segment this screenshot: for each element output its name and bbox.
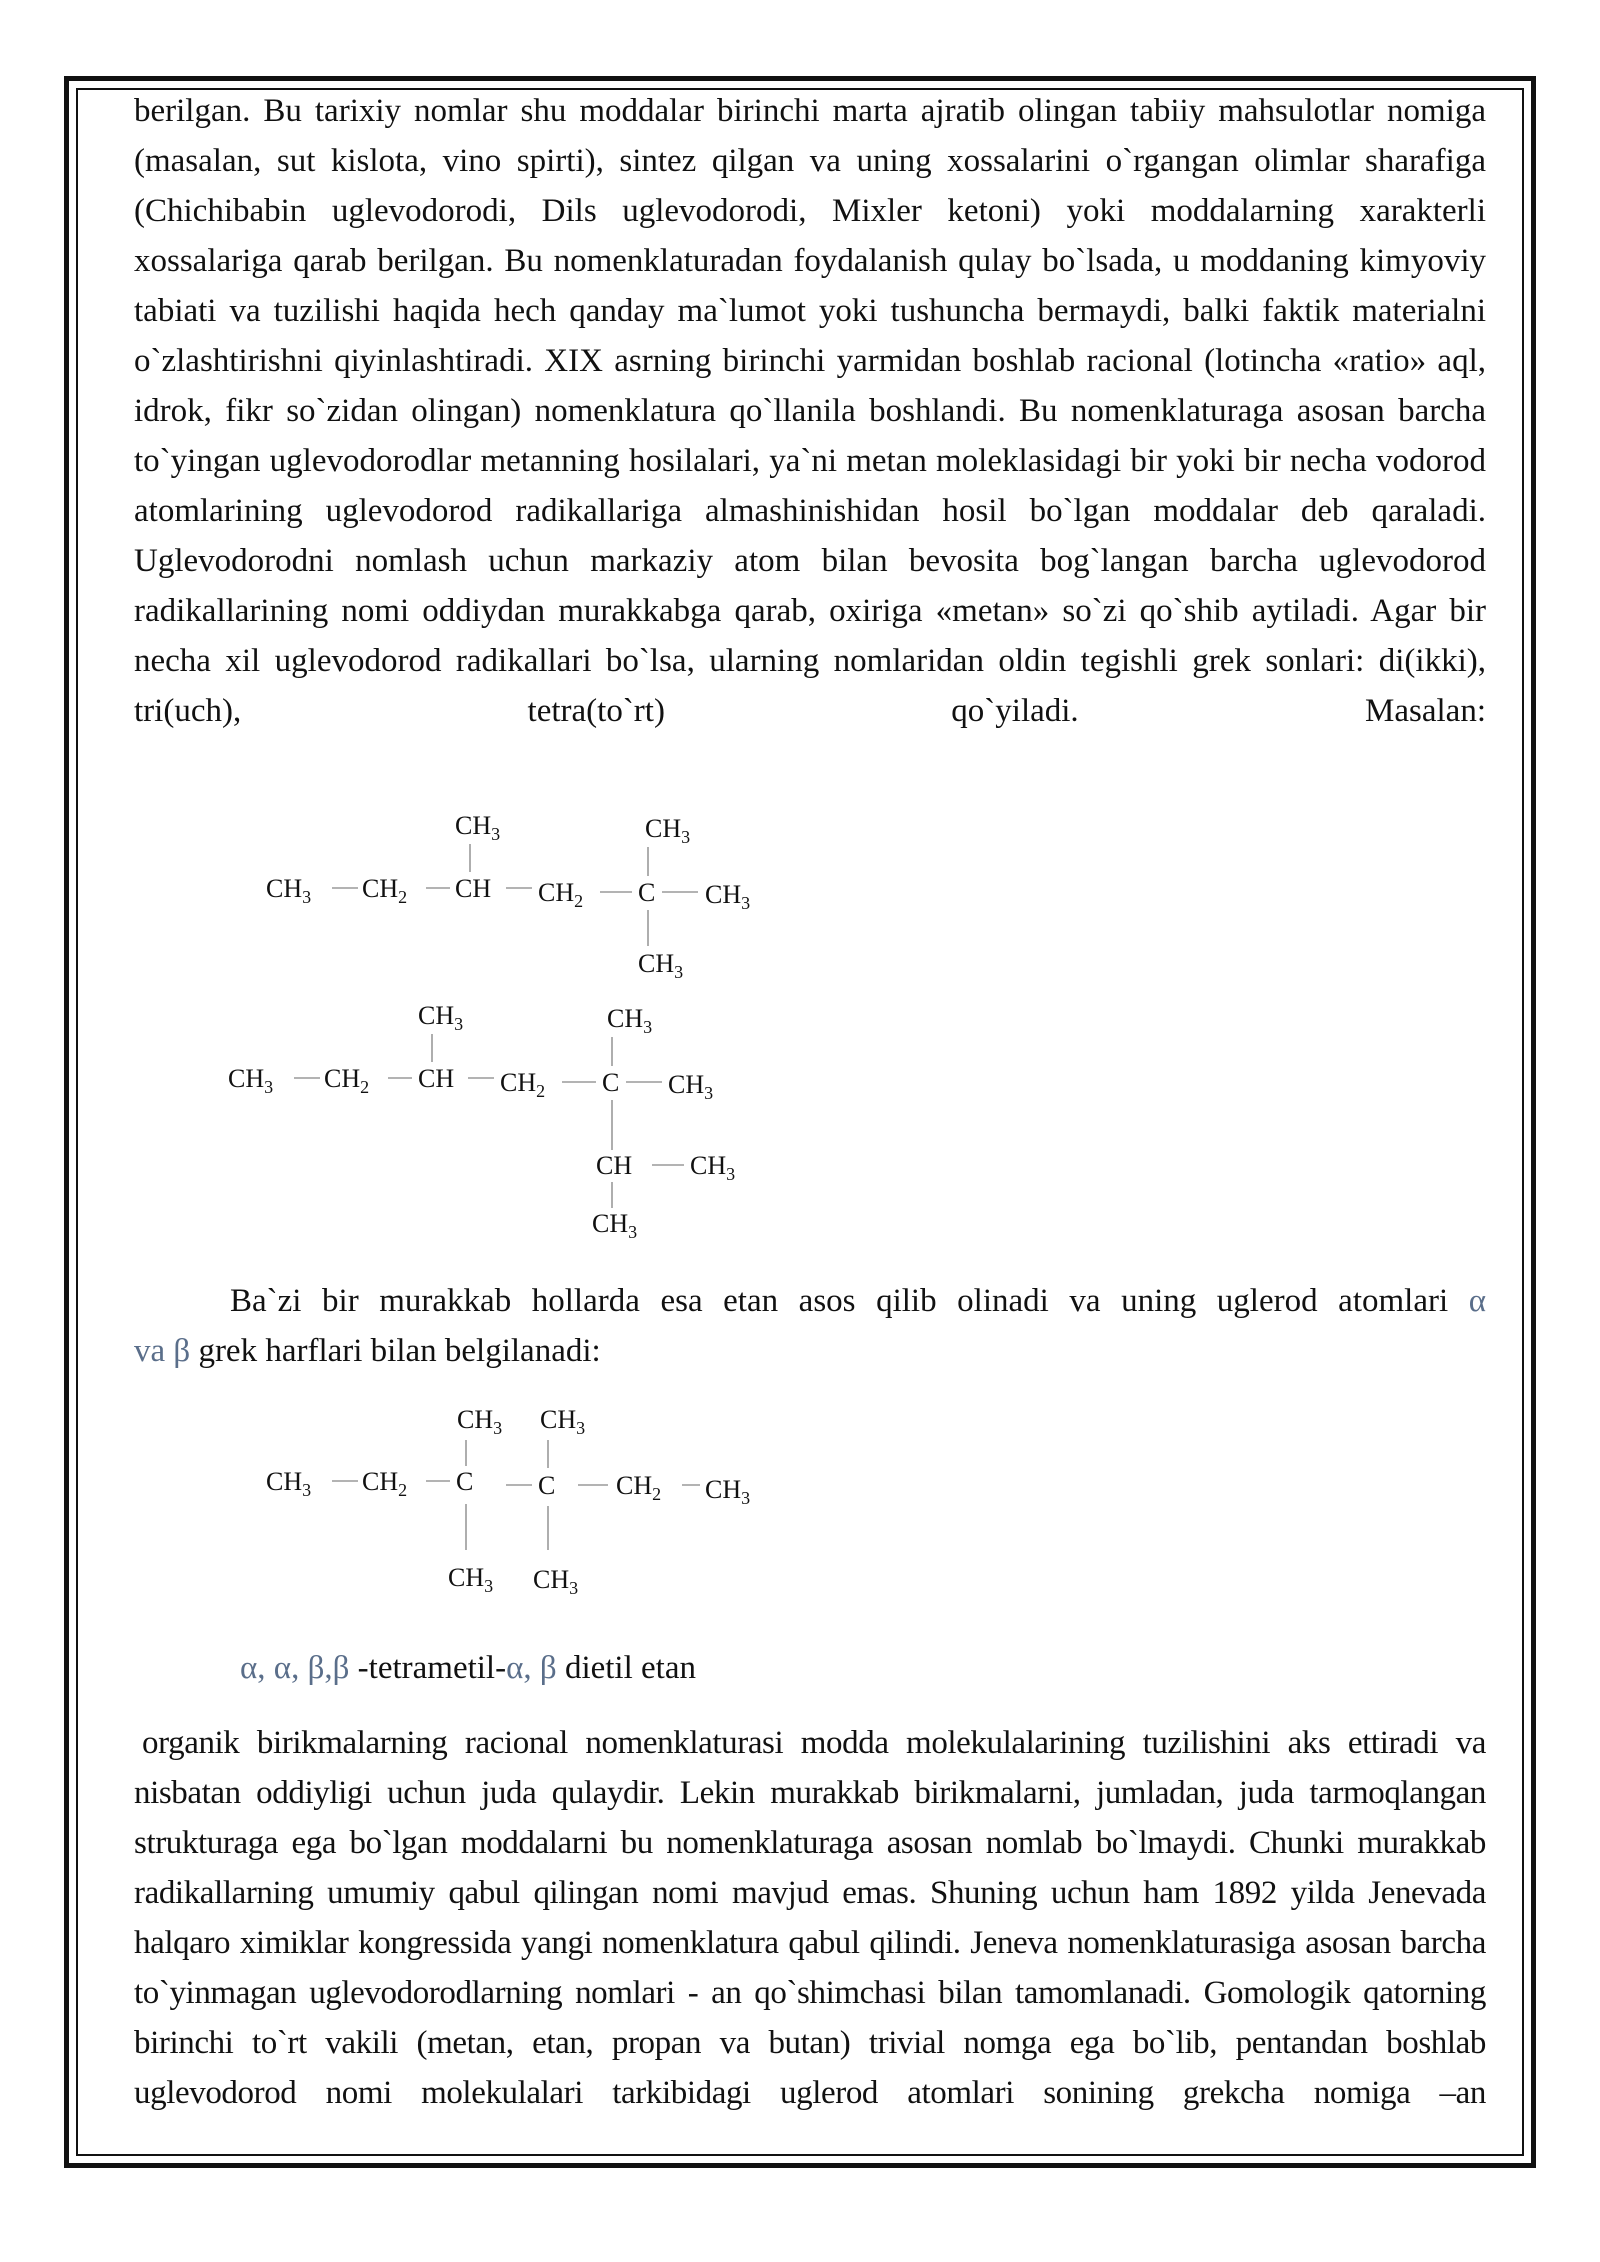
paragraph-geneva-nomenclature [134,1718,1486,2118]
atom-label: C [602,1068,620,1097]
atom-label: $CH_3$ [540,1405,586,1438]
atom-label: $CH_3$ [705,880,751,913]
paragraph-ethane-basis [134,1276,1486,1376]
formula-3-name [240,1643,696,1693]
atom-label: $CH_3$ [607,1004,653,1037]
atom-label: $CH_3$ [448,1563,494,1596]
greek-alpha: α [1468,1283,1486,1319]
paragraph-text-part: grek harflari bilan belgilanadi: [190,1333,601,1369]
greek-letters: α, α, β,β [240,1650,350,1686]
atom-label: $CH_3$ [705,1475,751,1508]
paragraph-rational-nomenclature [134,86,1486,736]
atom-label: $CH_3$ [533,1565,579,1598]
paragraph-text: berilgan. Bu tarixiy nomlar shu moddalar birinchi marta ajratib olingan tabiiy mahsulotlar nomiga (masalan, sut kislota, vino spirti), sintez qilgan va uning xossalarini o`rgangan olimlar sharafiga (Chichibabin uglevodorodi, Dils uglevodorodi, Mixler ketoni) yoki moddalarning xarakterli xossalariga qarab berilgan. Bu nomenklaturadan foydalanish qulay bo`lsada, u moddaning kimyoviy tabiati va tuzilishi haqida hech qanday ma`lumot yoki tushuncha bermaydi, balki faktik materialni o`zlashtirishni qiyinlashtiradi. XIX asrning birinchi yarmidan boshlab racional (lotincha «ratio» aql, idrok, fikr so`zidan olingan) nomenklatura qo`llanila boshlandi. Bu nomenklaturaga asosan barcha to`yingan uglevodorodlar metanning hosilalari, ya`ni metan moleklasidagi bir yoki bir necha vodorod atomlarining uglevodorod radikallariga almashinishidan hosil bo`lgan moddalar deb qaraladi. Uglevodorodni nomlash uchun markaziy atom bilan bevosita bog`langan barcha uglevodorod radikallarining nomi oddiydan murakkabga qarab, oxiriga «metan» so`zi qo`shib aytiladi. Agar bir necha xil uglevodorod radikallari bo`lsa, ularning nomlaridan oldin tegishli grek sonlari: di(ikki), tri(uch), tetra(to`rt) qo`yiladi. Masalan: [134,93,1486,729]
formula-1-atoms [266,811,750,982]
atom-label: $CH_2$ [500,1068,546,1101]
paragraph-text [134,1276,1486,1326]
formula-name-part: dietil etan [556,1650,696,1686]
atom-label: C [538,1471,556,1500]
formula-name-part: -tetrametil- [349,1650,507,1686]
atom-label: $CH_3$ [638,949,684,982]
atom-label: $CH_3$ [418,1001,464,1034]
atom-label: $CH_2$ [362,874,408,907]
atom-label: $CH_3$ [457,1405,503,1438]
atom-label: $CH_3$ [592,1209,638,1242]
atom-label: CH [455,874,492,903]
atom-label: $CH_2$ [616,1471,662,1504]
structural-formula-2 [222,990,762,1250]
paragraph-text-part: Ba`zi bir murakkab hollarda esa etan asos qilib olinadi va uning uglerod atomlari [230,1283,1469,1319]
atom-label: $CH_3$ [266,874,312,907]
structural-formula-1 [260,800,800,990]
atom-label: CH [596,1151,633,1180]
atom-label: $CH_3$ [645,814,691,847]
greek-letters: α, β [506,1650,557,1686]
atom-label: C [638,878,656,907]
atom-label: $CH_3$ [690,1151,736,1184]
formula-3-atoms [266,1405,750,1598]
atom-label: $CH_3$ [455,811,501,844]
structural-formula-3 [260,1390,800,1620]
atom-label: $CH_3$ [668,1070,714,1103]
atom-label: $CH_3$ [228,1064,274,1097]
paragraph-text [134,1326,1486,1376]
paragraph-text: organik birikmalarning racional nomenklaturasi modda molekulalarining tuzilishini aks ettiradi va nisbatan oddiyligi uchun juda qulaydir. Lekin murakkab birikmalarni, jumladan, juda tarmoqlangan strukturaga ega bo`lgan moddalarni bu nomenklaturaga asosan nomlab bo`lmaydi. Chunki murakkab radikallarning umumiy qabul qilingan nomi mavjud emas. Shuning uchun ham 1892 yilda Jenevada halqaro ximiklar kongressida yangi nomenklatura qabul qilindi. Jeneva nomenklaturasiga asosan barcha to`yinmagan uglevodorodlarning nomlari - an qo`shimchasi bilan tamomlanadi. Gomologik qatorning birinchi to`rt vakili (metan, etan, propan va butan) trivial nomga ega bo`lib, pentandan boshlab uglevodorod nomi molekulalari tarkibidagi uglerod atomlari sonining grekcha nomiga –an [134,1725,1486,2111]
greek-beta: va β [134,1333,191,1369]
atom-label: C [456,1467,474,1496]
atom-label: $CH_2$ [362,1467,408,1500]
atom-label: CH [418,1064,455,1093]
atom-label: $CH_3$ [266,1467,312,1500]
atom-label: $CH_2$ [324,1064,370,1097]
atom-label: $CH_2$ [538,878,584,911]
formula-2-atoms [228,1001,735,1242]
formula-2-bonds [294,1034,684,1208]
